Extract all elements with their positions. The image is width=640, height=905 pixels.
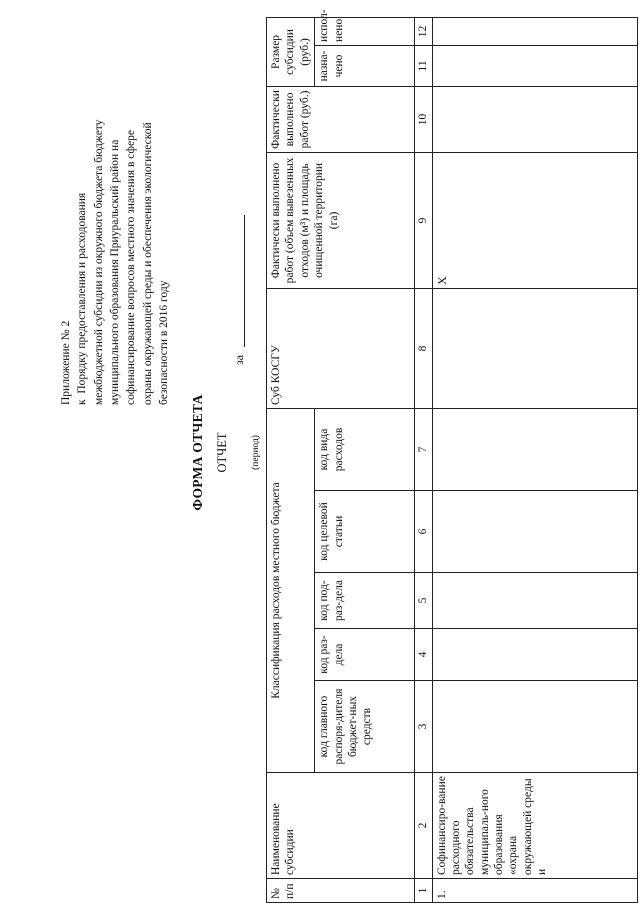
- header-name: Наименование субсидии: [267, 773, 415, 879]
- appendix-line: охраны окружающей среды и обеспечения экологической: [141, 122, 154, 405]
- row-rub: [432, 86, 637, 152]
- header-vr: код вида расходов: [315, 408, 415, 490]
- column-number: 4: [415, 629, 432, 681]
- column-number: 9: [415, 152, 432, 288]
- report-table: [266, 9, 638, 903]
- header-rub: Фактически выполнено работ (руб.): [267, 86, 415, 152]
- header-razdel: код раз-дела: [315, 629, 415, 681]
- appendix-heading: Приложение № 2: [60, 320, 72, 405]
- period-caption: (период): [251, 435, 261, 470]
- row-csr: [432, 491, 637, 573]
- period-blank-line: [244, 215, 245, 347]
- appendix-line: межбюджетной субсидии из окружного бюджета бюджету: [92, 119, 105, 405]
- column-number: 12: [415, 17, 432, 45]
- header-kosgu: Суб КОСГУ: [267, 288, 415, 408]
- row-kgrbs: [432, 681, 637, 773]
- column-number: 2: [415, 773, 432, 879]
- period-prefix: за: [232, 354, 246, 365]
- table-row: [432, 17, 637, 902]
- header-num: № п/п: [267, 879, 415, 903]
- row-assigned: [432, 45, 637, 86]
- header-podrazdel: код под-раз-дела: [315, 573, 415, 629]
- report-title: ОТЧЕТ: [215, 432, 229, 473]
- row-executed: [432, 17, 637, 45]
- header-csr: код целевой статьи: [315, 491, 415, 573]
- column-number: 7: [415, 408, 432, 490]
- column-number: 6: [415, 491, 432, 573]
- column-number: 8: [415, 288, 432, 408]
- appendix-line: к Порядку предоставления и расходования: [76, 192, 89, 405]
- row-name: Софинансиро-вание расходного обязательства муниципаль-ного образования «охрана окружающей среды и: [432, 773, 637, 879]
- appendix-line: муниципального образования Приуральский район на: [108, 139, 121, 405]
- column-number: 3: [415, 681, 432, 773]
- form-title: ФОРМА ОТЧЕТА: [190, 394, 205, 511]
- column-number: 5: [415, 573, 432, 629]
- appendix-line: софинансирование вопросов местного значения в сфере: [125, 130, 138, 405]
- row-razdel: [432, 629, 637, 681]
- header-kgrbs: код главного распоря-дителя бюджет-ных средств: [315, 681, 415, 773]
- header-classification: Классификация расходов местного бюджета: [267, 408, 315, 772]
- row-num: 1.: [432, 879, 637, 903]
- row-volume: X: [432, 152, 637, 288]
- row-vr: [432, 408, 637, 490]
- header-volume: Фактически выполнено работ (объем вывезенных отходов (м³) и площадь очищенной территории (га): [267, 152, 415, 288]
- column-number: 11: [415, 45, 432, 86]
- column-number: 10: [415, 86, 432, 152]
- appendix-line: безопасности в 2016 году: [157, 280, 170, 405]
- row-podrazdel: [432, 573, 637, 629]
- header-assigned: назна-чено: [315, 45, 415, 86]
- period-line: [232, 165, 246, 365]
- header-executed: испол-нено: [315, 17, 415, 45]
- column-number: 1: [415, 879, 432, 903]
- appendix-block: [58, 45, 172, 405]
- header-subsidy: Размер субсидии (руб.): [267, 17, 315, 86]
- row-kosgu: [432, 288, 637, 408]
